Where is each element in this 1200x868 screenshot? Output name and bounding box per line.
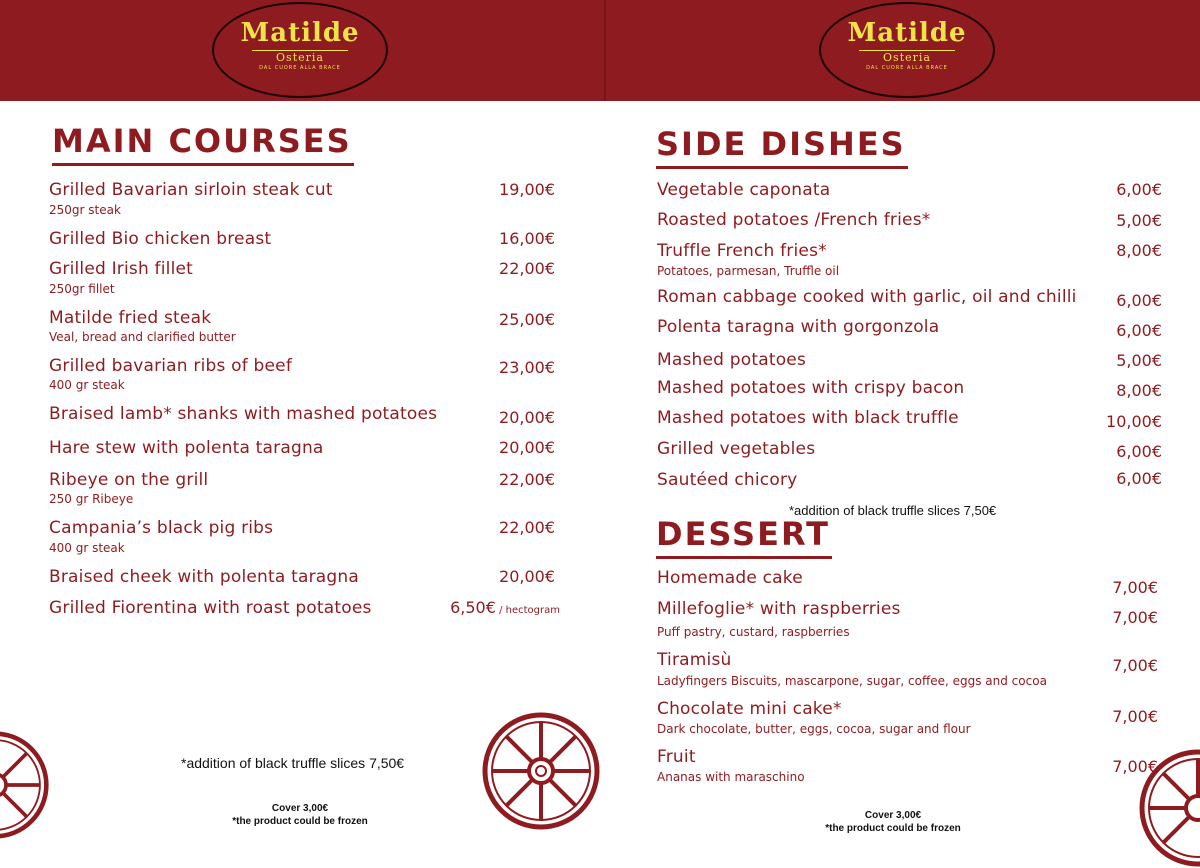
menu-item-name: Roman cabbage cooked with garlic, oil and chilli <box>657 287 1077 307</box>
menu-item-desc: Ananas with maraschino <box>657 770 805 784</box>
footer-notes <box>200 802 400 828</box>
menu-item-name: Grilled Bio chicken breast <box>49 229 272 249</box>
menu-item-name: Mashed potatoes with crispy bacon <box>657 378 965 398</box>
menu-item-name: Hare stew with polenta taragna <box>49 438 324 458</box>
truffle-note: *addition of black truffle slices 7,50€ <box>181 755 405 771</box>
menu-item-price: 7,00€ <box>1112 608 1158 627</box>
logo-tagline: DAL CUORE ALLA BRACE <box>866 65 948 71</box>
menu-item-price: 8,00€ <box>1116 241 1162 260</box>
menu-item-name: Mashed potatoes with black truffle <box>657 408 959 428</box>
menu-item-desc: Veal, bread and clarified butter <box>49 330 236 344</box>
main-courses-title: MAIN COURSES <box>52 122 352 160</box>
logo-tagline: DAL CUORE ALLA BRACE <box>259 65 341 71</box>
logo-sub: Osteria <box>276 51 324 64</box>
menu-item-price: 5,00€ <box>1116 211 1162 230</box>
truffle-note: *addition of black truffle slices 7,50€ <box>789 503 997 518</box>
menu-item-price: 16,00€ <box>499 229 555 248</box>
menu-item-name: Grilled Bavarian sirloin steak cut <box>49 180 333 200</box>
menu-item-desc: 400 gr steak <box>49 541 125 555</box>
menu-item-price: 22,00€ <box>499 470 555 489</box>
page-divider <box>604 0 606 101</box>
menu-item-name: Mashed potatoes <box>657 350 807 370</box>
menu-item-price: 10,00€ <box>1106 412 1162 431</box>
menu-item-desc: Dark chocolate, butter, eggs, cocoa, sugar and flour <box>657 722 971 736</box>
menu-item-price: 7,00€ <box>1112 707 1158 726</box>
menu-item-price: 23,00€ <box>499 358 555 377</box>
frozen-note: *the product could be frozen <box>825 823 961 834</box>
menu-item-price: 19,00€ <box>499 180 555 199</box>
menu-item-price: 7,00€ <box>1112 578 1158 597</box>
menu-item-desc: Ladyfingers Biscuits, mascarpone, sugar, coffee, eggs and cocoa <box>657 674 1047 688</box>
menu-item-name: Braised lamb* shanks with mashed potatoes <box>49 404 438 424</box>
menu-item-price: 20,00€ <box>499 408 555 427</box>
menu-item-name: Matilde fried steak <box>49 308 212 328</box>
menu-item-name: Chocolate mini cake* <box>657 699 842 719</box>
heading-underline <box>52 163 354 166</box>
wagon-wheel-icon <box>0 730 50 840</box>
dessert-heading <box>656 515 830 553</box>
menu-item-price: 22,00€ <box>499 259 555 278</box>
logo-name: Matilde <box>240 18 360 48</box>
logo-name: Matilde <box>847 18 967 48</box>
menu-item-price: 20,00€ <box>499 567 555 586</box>
footer-notes <box>818 809 968 835</box>
cover-charge: Cover 3,00€ <box>271 803 329 814</box>
side-dishes-title: SIDE DISHES <box>656 125 906 163</box>
menu-item-name: Grilled Fiorentina with roast potatoes <box>49 598 372 618</box>
menu-item-desc: 400 gr steak <box>49 378 125 392</box>
wagon-wheel-icon <box>1138 748 1200 868</box>
menu-item-price: 6,00€ <box>1116 321 1162 340</box>
menu-item-price: 7,00€ <box>1112 757 1158 776</box>
menu-item-name: Vegetable caponata <box>657 180 831 200</box>
frozen-note: *the product could be frozen <box>232 816 368 827</box>
cover-charge: Cover 3,00€ <box>864 810 922 821</box>
menu-item-desc: Potatoes, parmesan, Truffle oil <box>657 264 840 278</box>
menu-item-name: Grilled bavarian ribs of beef <box>49 356 293 376</box>
main-courses-heading <box>52 122 352 160</box>
menu-item-name: Tiramisù <box>657 650 732 670</box>
menu-item-desc: 250gr fillet <box>49 282 115 296</box>
side-dishes-heading <box>656 125 906 163</box>
menu-item-price: 6,00€ <box>1116 469 1162 488</box>
menu-item-price: 22,00€ <box>499 518 555 537</box>
logo-sub: Osteria <box>883 51 931 64</box>
menu-item-name: Truffle French fries* <box>657 241 827 261</box>
menu-item-name: Grilled Irish fillet <box>49 259 194 279</box>
logo-right <box>819 2 995 98</box>
menu-item-name: Homemade cake <box>657 568 803 588</box>
menu-item-price: 7,00€ <box>1112 656 1158 675</box>
menu-item-price: 6,00€ <box>1116 291 1162 310</box>
menu-item-name: Roasted potatoes /French fries* <box>657 210 931 230</box>
heading-underline <box>656 556 832 559</box>
menu-item-name: Fruit <box>657 747 696 767</box>
dessert-title: DESSERT <box>656 515 830 553</box>
menu-item-name: Campania’s black pig ribs <box>49 518 274 538</box>
menu-item-desc: 250gr steak <box>49 203 121 217</box>
wagon-wheel-icon <box>481 711 601 831</box>
menu-item-name: Grilled vegetables <box>657 439 816 459</box>
heading-underline <box>656 166 908 169</box>
logo-left <box>212 2 388 98</box>
price-value: 6,50€ <box>450 598 496 617</box>
menu-item-name: Sautéed chicory <box>657 470 798 490</box>
menu-item-price: 25,00€ <box>499 310 555 329</box>
menu-item-desc: 250 gr Ribeye <box>49 492 134 506</box>
menu-item-price <box>400 598 560 617</box>
menu-item-price: 6,00€ <box>1116 180 1162 199</box>
menu-item-name: Millefoglie* with raspberries <box>657 599 901 619</box>
menu-item-name: Ribeye on the grill <box>49 470 209 490</box>
menu-item-price: 20,00€ <box>499 438 555 457</box>
menu-item-price: 5,00€ <box>1116 351 1162 370</box>
menu-item-price: 8,00€ <box>1116 381 1162 400</box>
menu-item-desc: Puff pastry, custard, raspberries <box>657 625 850 639</box>
price-unit: / hectogram <box>495 605 560 616</box>
menu-item-price: 6,00€ <box>1116 442 1162 461</box>
menu-item-name: Polenta taragna with gorgonzola <box>657 317 940 337</box>
menu-item-name: Braised cheek with polenta taragna <box>49 567 359 587</box>
